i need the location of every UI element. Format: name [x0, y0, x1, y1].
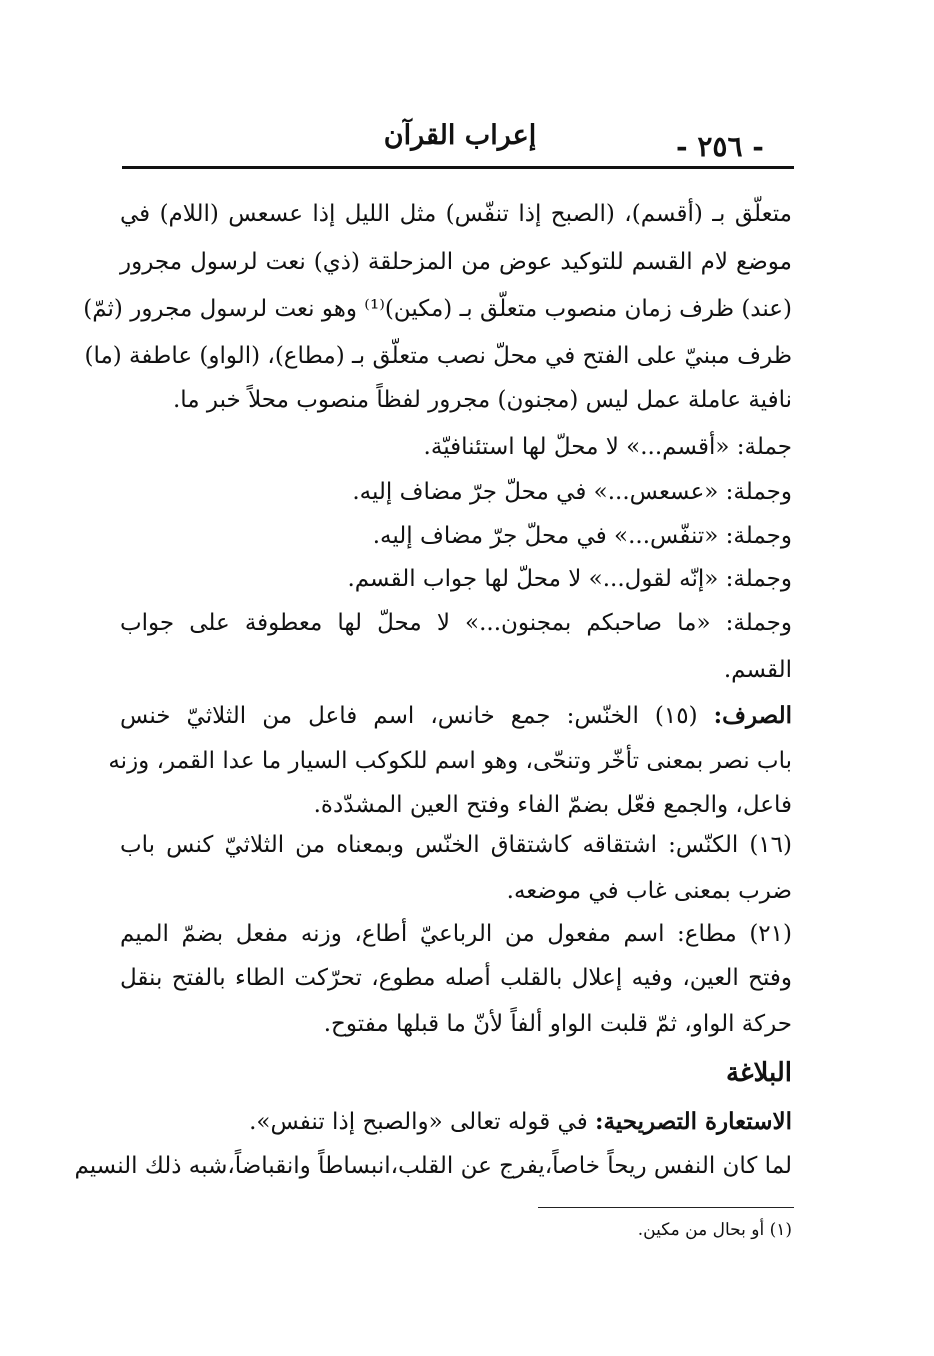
footnote-rule [538, 1207, 794, 1208]
sarf-label: الصرف: [713, 702, 793, 729]
sentence-line: جملة: «أقسم...» لا محلّ لها استئنافيّة. [423, 434, 792, 460]
sarf-line: (٢١) مطاع: اسم مفعول من الرباعيّ أطاع، وزنه مفعل بضمّ الميم [120, 921, 792, 947]
sentence-line: وجملة: «إنّه لقول...» لا محلّ لها جواب القسم. [347, 566, 792, 592]
sarf-text: (١٥) الخنّس: جمع خانس، اسم فاعل من الثلاثيّ خنس [120, 703, 698, 729]
sarf-line: ضرب بمعنى غاب في موضعه. [506, 878, 792, 904]
sarf-line: باب نصر بمعنى تأخّر وتنحّى، وهو اسم للكوكب السيار ما عدا القمر، وزنه [108, 748, 792, 774]
header-rule [122, 166, 794, 169]
sarf-line [120, 700, 792, 732]
paragraph-line: نافية عاملة عمل ليس (مجنون) مجرور لفظاً منصوب محلاً خبر ما. [172, 387, 792, 413]
page-number: - ٢٥٦ - [676, 130, 764, 163]
paragraph-line: (عند) ظرف زمان منصوب متعلّق بـ (مكين)⁽¹⁾ وهو نعت لرسول مجرور (ثمّ) [83, 296, 792, 322]
balagha-label-text: في قوله تعالى «والصبح إذا تنفس». [249, 1109, 588, 1135]
footnote: (١) أو بحال من مكين. [637, 1220, 792, 1240]
balagha-line [120, 1106, 792, 1138]
sarf-line: فاعل، والجمع فعّل بضمّ الفاء وفتح العين المشدّدة. [313, 792, 792, 818]
sentence-line: وجملة: «عسعس...» في محلّ جرّ مضاف إليه. [352, 479, 792, 505]
sentence-line: وجملة: «تنفّس...» في محلّ جرّ مضاف إليه. [372, 523, 792, 549]
balagha-label: الاستعارة التصريحية: [595, 1108, 792, 1135]
section-heading: البلاغة [725, 1058, 792, 1088]
running-title: إعراب القرآن [383, 120, 537, 151]
sarf-line: (١٦) الكنّس: اشتقاقه كاشتقاق الخنّس وبمعناه من الثلاثيّ كنس باب [120, 832, 792, 858]
paragraph-line: متعلّق بـ (أقسم)، (الصبح إذا تنفّس) مثل الليل إذا عسعس (اللام) في [120, 201, 792, 227]
paragraph-line: ظرف مبنيّ على الفتح في محلّ نصب متعلّق بـ (مطاع)، (الواو) عاطفة (ما) [84, 343, 792, 369]
sarf-line: وفتح العين، وفيه إعلال بالقلب أصله مطوع، تحرّكت الطاء بالفتح بنقل [120, 965, 792, 991]
sentence-line: وجملة: «ما صاحبكم بمجنون...» لا محلّ لها معطوفة على جواب [120, 610, 792, 636]
balagha-line: لما كان النفس ريحاً خاصاً،يفرج عن القلب،انبساطاً وانقباضاً،شبه ذلك النسيم [74, 1153, 792, 1179]
sentence-line: القسم. [723, 657, 792, 683]
paragraph-line: موضع لام القسم للتوكيد عوض من المزحلقة (ذي) نعت لرسول مجرور [120, 249, 792, 275]
sarf-line: حركة الواو، ثمّ قلبت الواو ألفاً لأنّ ما قبلها مفتوح. [323, 1011, 792, 1037]
